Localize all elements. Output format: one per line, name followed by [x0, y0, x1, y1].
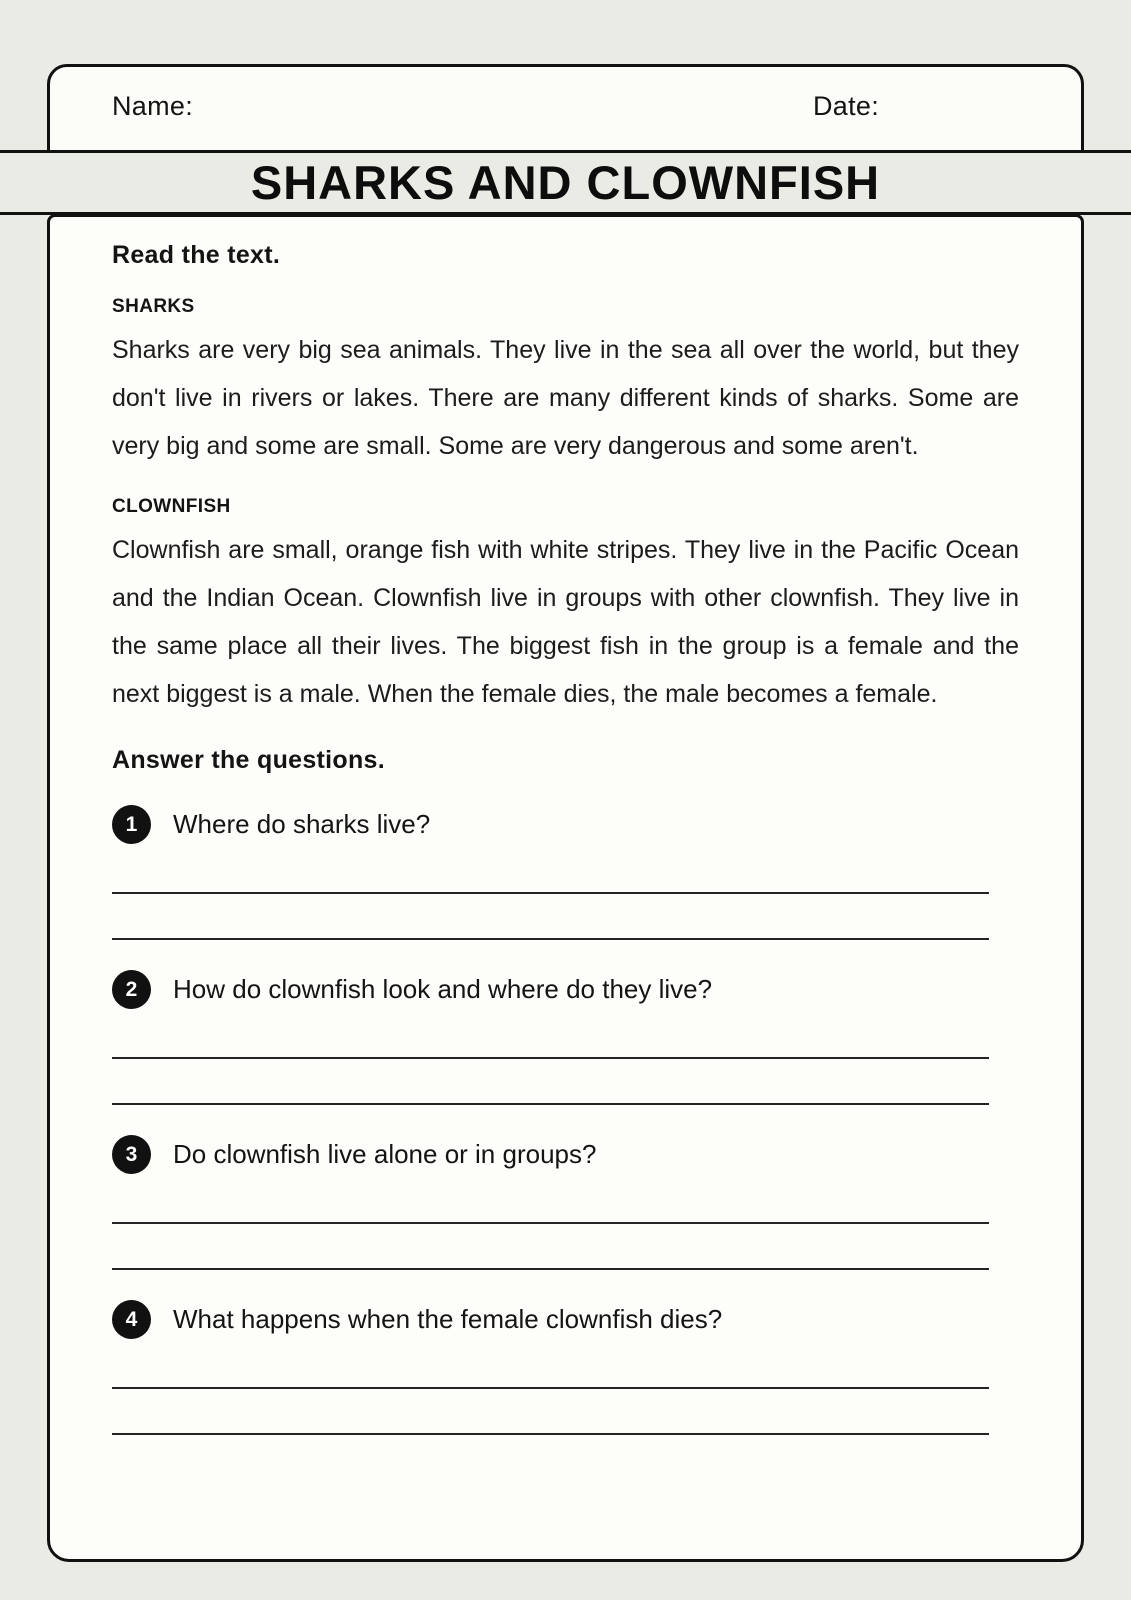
question-row — [112, 1135, 1019, 1174]
question-row — [112, 1300, 1019, 1339]
answer-line[interactable] — [112, 1009, 989, 1059]
question-text: Where do sharks live? — [173, 809, 431, 839]
answer-line[interactable] — [112, 1389, 989, 1435]
question-row — [112, 970, 1019, 1009]
answer-line[interactable] — [112, 1339, 989, 1389]
title-band — [0, 150, 1131, 215]
worksheet-title: SHARKS AND CLOWNFISH — [250, 156, 881, 209]
question-text: How do clownfish look and where do they live? — [173, 974, 713, 1004]
passage-sharks — [112, 296, 1019, 470]
passage-clownfish — [112, 496, 1019, 718]
read-instruction: Read the text. — [112, 241, 281, 269]
question-block-4 — [112, 1300, 1019, 1435]
question-number-badge: 2 — [112, 970, 151, 1009]
answer-line[interactable] — [112, 1059, 989, 1105]
date-label: Date: — [813, 91, 880, 121]
question-number-badge: 3 — [112, 1135, 151, 1174]
question-block-3 — [112, 1135, 1019, 1270]
answer-instruction: Answer the questions. — [112, 746, 386, 774]
question-number-badge: 1 — [112, 805, 151, 844]
answer-line[interactable] — [112, 894, 989, 940]
name-label: Name: — [112, 91, 194, 121]
question-text: What happens when the female clownfish dies? — [173, 1304, 723, 1334]
question-row — [112, 805, 1019, 844]
answer-line[interactable] — [112, 1224, 989, 1270]
passage-heading: CLOWNFISH — [112, 496, 231, 517]
question-text: Do clownfish live alone or in groups? — [173, 1139, 597, 1169]
question-number-badge: 4 — [112, 1300, 151, 1339]
passage-text: Sharks are very big sea animals. They live in the sea all over the world, but they don't live in rivers or lakes. There are many different kinds of sharks. Some are very big and some are small. Some are very dangerous and some aren't. — [112, 336, 1019, 460]
passage-heading: SHARKS — [112, 296, 195, 317]
answer-line[interactable] — [112, 844, 989, 894]
answer-line[interactable] — [112, 1174, 989, 1224]
passage-text: Clownfish are small, orange fish with white stripes. They live in the Pacific Ocean and the Indian Ocean. Clownfish live in groups with other clownfish. They live in the same place all their lives. The biggest fish in the group is a female and the next biggest is a male. When the female dies, the male becomes a female. — [112, 536, 1019, 708]
question-block-1 — [112, 805, 1019, 940]
worksheet-body — [47, 214, 1084, 1562]
question-block-2 — [112, 970, 1019, 1105]
